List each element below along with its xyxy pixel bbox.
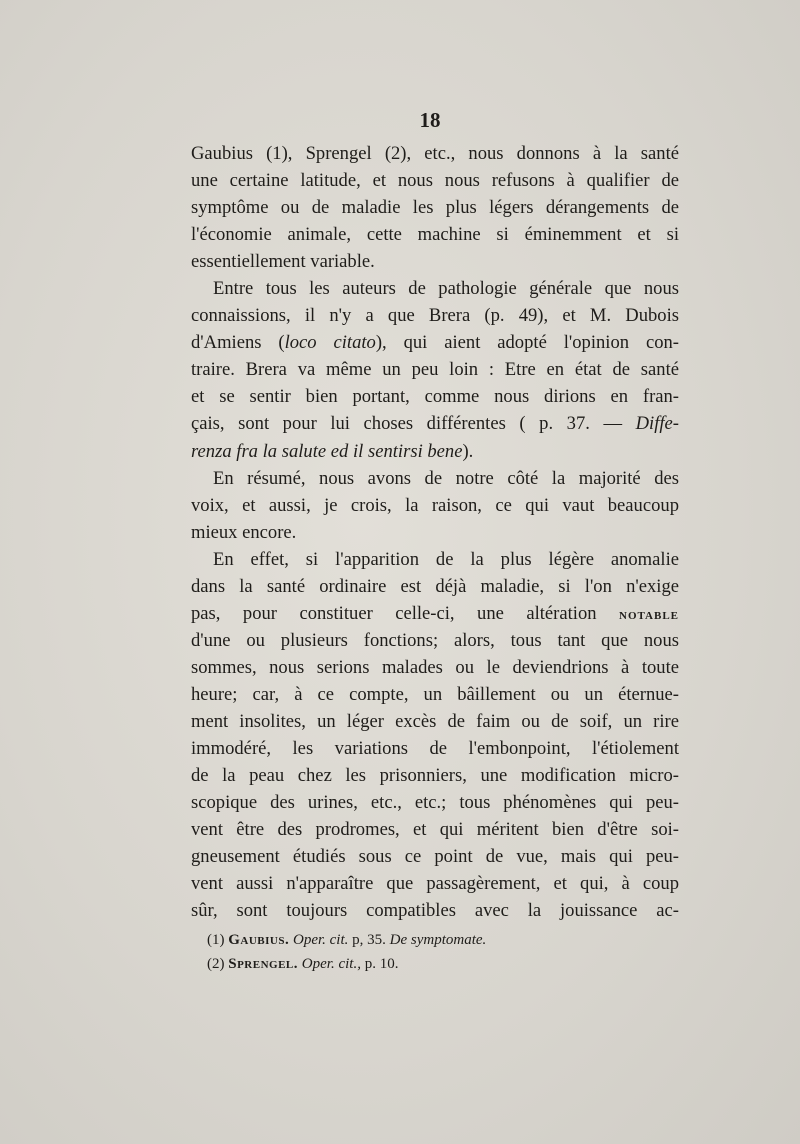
text-line: gneusement étudiés sous ce point de vue, mais qui peu-: [191, 846, 679, 868]
text-line: ment insolites, un léger excès de faim ou de soif, un rire: [191, 710, 679, 732]
text-line: En résumé, nous avons de notre côté la majorité des: [213, 467, 679, 489]
text-line: connaissions, il n'y a que Brera (p. 49), et M. Dubois: [191, 305, 679, 327]
text-line: [191, 329, 679, 356]
text-line: Gaubius (1), Sprengel (2), etc., nous donnons à la santé: [191, 143, 679, 164]
text-line: vent être des prodromes, et qui méritent bien d'être soi-: [191, 819, 679, 841]
text-line: mieux encore.: [191, 521, 297, 543]
text-line: d'une ou plusieurs fonctions; alors, tous tant que nous: [191, 629, 679, 651]
text-line: scopique des urines, etc., etc.; tous phénomènes qui peu-: [191, 792, 679, 814]
footnote: [207, 952, 647, 976]
footnote-page: p. 10.: [360, 956, 399, 972]
footnote-mark: (1): [207, 932, 225, 948]
text-line: sûr, sont toujours compatibles avec la jouissance ac-: [191, 900, 679, 922]
emphasis-smallcaps: notable: [619, 606, 679, 623]
text-line: sommes, nous serions malades ou le deviendrions à toute: [191, 656, 679, 678]
citation-italic: renza fra la salute ed il sentirsi bene: [191, 440, 463, 462]
footnote: [207, 928, 647, 952]
text-line: de la peau chez les prisonniers, une modification micro-: [191, 765, 679, 787]
footnote-title: De symptomate.: [389, 932, 487, 948]
footnote-author: Sprengel.: [228, 956, 299, 972]
page-number: 18: [419, 108, 441, 132]
text-line: une certaine latitude, et nous nous refusons à qualifier de: [191, 170, 679, 192]
text-line: traire. Brera va même un peu loin : Etre en état de santé: [191, 359, 679, 381]
footnote-page: p, 35.: [348, 932, 390, 948]
footnote-author: Gaubius.: [228, 932, 290, 948]
footnote-mark: (2): [207, 956, 225, 972]
text-segment: pas, pour constituer celle-ci, une altération: [191, 602, 620, 624]
text-line: [191, 600, 679, 627]
text-line: et se sentir bien portant, comme nous dirions en fran-: [191, 386, 679, 408]
text-line: En effet, si l'apparition de la plus légère anomalie: [213, 548, 679, 570]
text-line: essentiellement variable.: [191, 251, 375, 273]
footnote-work: Oper. cit.,: [301, 956, 361, 972]
footnote-work: Oper. cit.: [292, 932, 349, 948]
text-line: symptôme ou de maladie les plus légers dérangements de: [191, 197, 679, 219]
citation-italic: Diffe-: [635, 413, 679, 435]
text-line: immodéré, les variations de l'embonpoint, l'étiolement: [191, 738, 679, 760]
text-line: [191, 410, 679, 437]
text-line: Entre tous les auteurs de pathologie générale que nous: [213, 278, 679, 300]
text-segment: çais, sont pour lui choses différentes ( p. 37. —: [191, 413, 636, 435]
footnotes: [207, 928, 647, 976]
text-line: dans la santé ordinaire est déjà maladie, si l'on n'exige: [191, 575, 679, 597]
text-segment: ), qui aient adopté l'opinion con-: [375, 332, 679, 354]
text-line: [191, 438, 679, 465]
text-segment: d'Amiens (: [191, 332, 285, 354]
text-line: heure; car, à ce compte, un bâillement ou un éternue-: [191, 683, 679, 705]
text-segment: ).: [462, 440, 474, 462]
text-line: voix, et aussi, je crois, la raison, ce qui vaut beaucoup: [191, 494, 679, 516]
body-text: [191, 140, 679, 924]
text-line: l'économie animale, cette machine si éminemment et si: [191, 224, 679, 246]
citation-italic: loco citato: [284, 332, 376, 354]
text-line: vent aussi n'apparaître que passagèrement, et qui, à coup: [191, 873, 679, 895]
